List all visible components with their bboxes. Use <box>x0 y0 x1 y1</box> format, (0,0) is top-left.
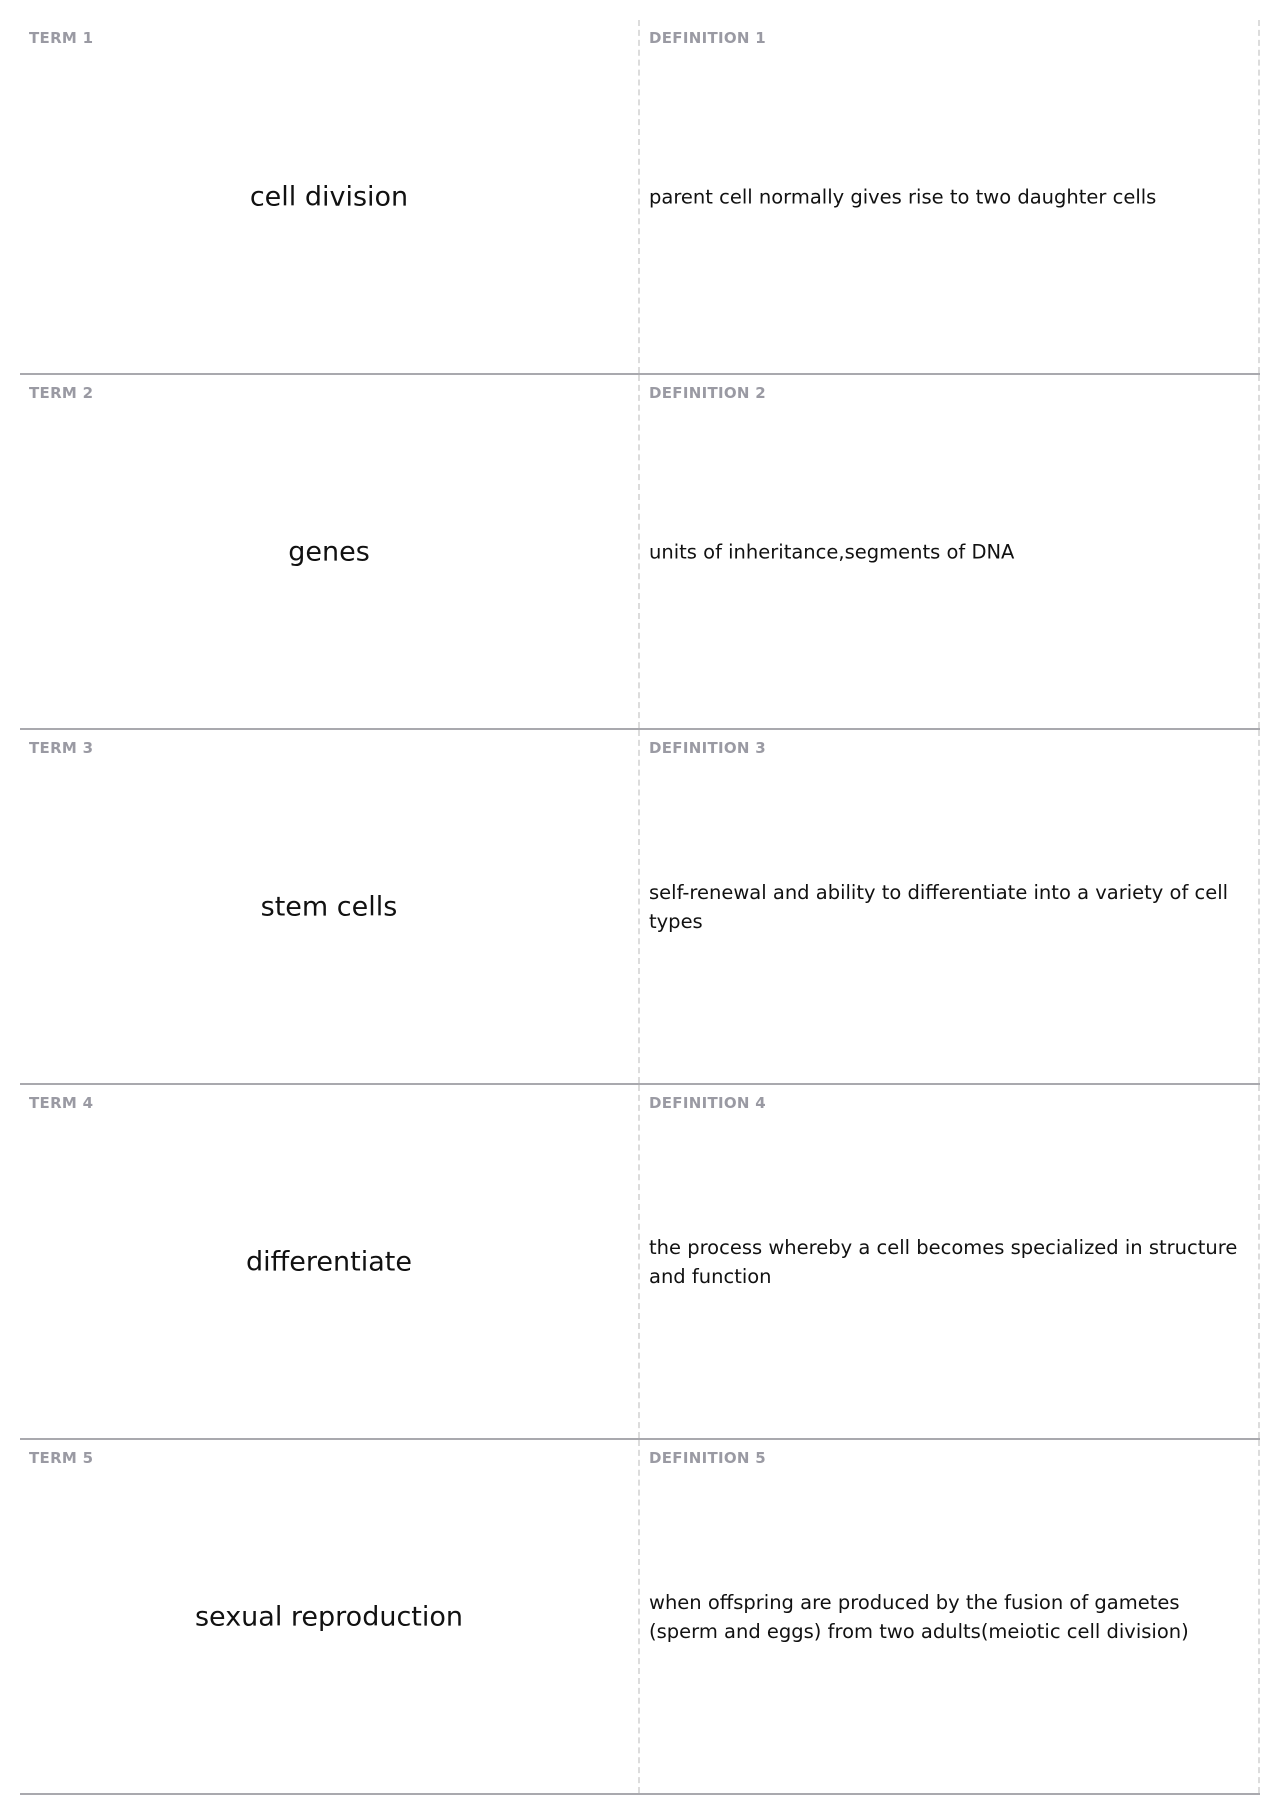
definition-text: when offspring are produced by the fusion of gametes (sperm and eggs) from two adults(meiotic cell division) <box>649 1590 1189 1643</box>
definition-text: self-renewal and ability to differentiate into a variety of cell types <box>649 880 1229 933</box>
term-text: sexual reproduction <box>194 1601 464 1632</box>
definition-cell <box>640 20 1260 373</box>
term-cell <box>20 1440 640 1793</box>
definition-text: the process whereby a cell becomes specialized in structure and function <box>649 1235 1238 1288</box>
term-label: TERM 3 <box>29 739 94 757</box>
term-cell <box>20 20 640 373</box>
definition-cell <box>640 1085 1260 1438</box>
definition-label: DEFINITION 3 <box>649 739 767 757</box>
definition-label: DEFINITION 1 <box>649 29 767 47</box>
term-label: TERM 4 <box>29 1094 94 1112</box>
flashcard-row-4 <box>20 1085 1260 1440</box>
flashcard-row-2 <box>20 375 1260 730</box>
flashcard-row-3 <box>20 730 1260 1085</box>
definition-text: parent cell normally gives rise to two daughter cells <box>649 185 1157 208</box>
definition-cell <box>640 1440 1260 1793</box>
term-label: TERM 5 <box>29 1449 94 1467</box>
definition-text: units of inheritance,segments of DNA <box>649 540 1015 563</box>
term-label: TERM 2 <box>29 384 94 402</box>
definition-label: DEFINITION 5 <box>649 1449 767 1467</box>
term-cell <box>20 730 640 1083</box>
term-cell <box>20 375 640 728</box>
term-text: cell division <box>249 181 409 212</box>
term-cell <box>20 1085 640 1438</box>
term-text: stem cells <box>260 891 398 922</box>
term-text: differentiate <box>246 1246 412 1277</box>
definition-cell <box>640 730 1260 1083</box>
flashcard-sheet <box>20 20 1260 1795</box>
term-label: TERM 1 <box>29 29 94 47</box>
flashcard-row-1 <box>20 20 1260 375</box>
definition-label: DEFINITION 2 <box>649 384 767 402</box>
definition-label: DEFINITION 4 <box>649 1094 767 1112</box>
definition-cell <box>640 375 1260 728</box>
flashcard-row-5 <box>20 1440 1260 1795</box>
term-text: genes <box>288 536 370 567</box>
